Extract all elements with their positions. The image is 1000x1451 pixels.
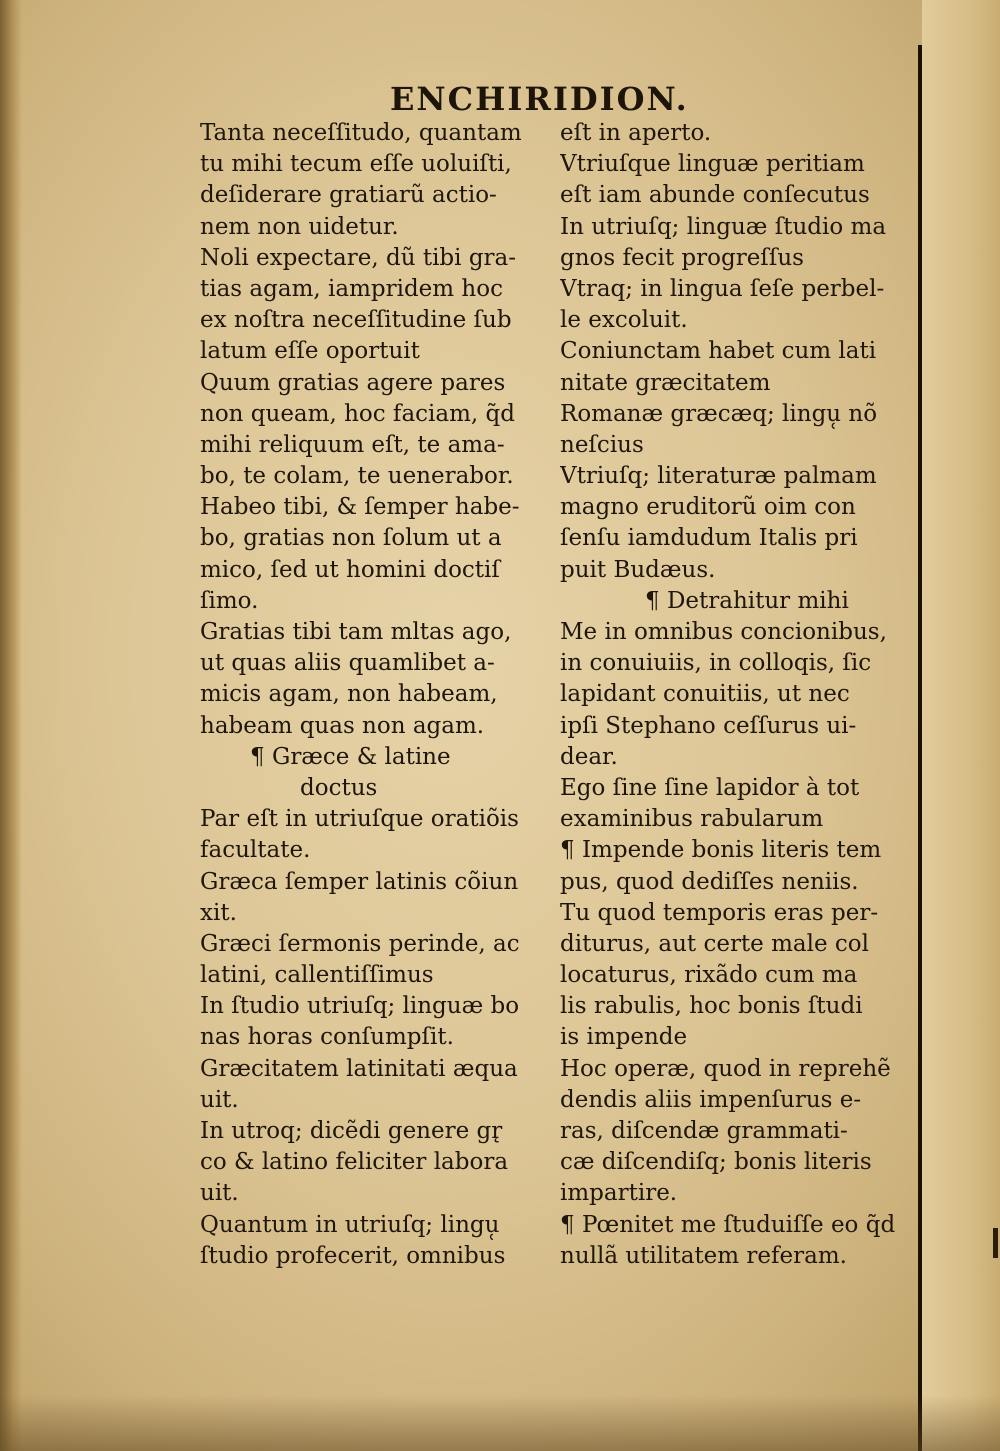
right-column-line: dendis aliis impenſurus e- [560, 1086, 862, 1113]
left-column-line: deſiderare gratiarũ actio- [200, 182, 497, 209]
right-column-line: ſenſu iamdudum Italis pri [560, 525, 858, 552]
left-column-line: Gratias tibi tam mltas ago, [200, 619, 512, 645]
left-column-line: uit. [200, 1086, 239, 1113]
left-column-line: xit. [200, 899, 237, 926]
right-column-line: ipſi Stephano ceſſurus ui- [560, 712, 857, 739]
left-column-line: In utroq; dicẽdi genere gr̨ [200, 1118, 503, 1144]
right-column-line: ¶ Impende bonis literis tem [560, 837, 882, 864]
left-column-line: Græcitatem latinitati æqua [200, 1055, 518, 1082]
edge-mark [993, 1228, 998, 1258]
right-column-line: nullã utilitatem referam. [560, 1242, 847, 1269]
right-column-line: examinibus rabularum [560, 806, 824, 833]
right-column-line: Hoc operæ, quod in reprehẽ [560, 1055, 891, 1082]
left-column-line: Noli expectare, dũ tibi gra- [200, 244, 517, 271]
left-column-line: facultate. [200, 837, 311, 864]
left-column-line: ſtudio profecerit, omnibus [200, 1242, 506, 1269]
right-column-line: nitate græcitatem [560, 369, 771, 396]
right-column-line: Vtriuſq; literaturæ palmam [560, 463, 877, 490]
right-column-line: magno eruditorũ oim con [560, 494, 856, 521]
right-column-line: Vtriuſque linguæ peritiam [560, 151, 865, 178]
right-column-line: Vtraq; in lingua ſeſe perbel- [560, 275, 885, 302]
left-column-line: tu mihi tecum eſſe uoluiſti, [200, 151, 512, 178]
right-column-line: lis rabulis, hoc bonis ſtudi [560, 993, 863, 1020]
right-column-line: ¶ Detrahitur mihi [645, 587, 849, 614]
right-column-line: Ego ſine ſine lapidor à tot [560, 774, 860, 801]
left-column-line: latini, callentiſſimus [200, 962, 434, 989]
right-column-line: ¶ Pœnitet me ſtuduiſſe eo q̃d [560, 1211, 896, 1238]
left-column-line: mihi reliquum eſt, te ama- [200, 431, 505, 458]
left-column-line: latum eſſe oportuit [200, 338, 420, 365]
left-column-line: ut quas aliis quamlibet a- [200, 650, 495, 677]
right-column-line: gnos fecit progreſſus [560, 244, 804, 271]
left-column-line: ex noſtra neceſſitudine ſub [200, 307, 512, 334]
right-column-line: dear. [560, 743, 618, 770]
right-column-line: puit Budæus. [560, 556, 716, 583]
left-column-line: bo, gratias non ſolum ut a [200, 525, 502, 552]
right-column-line: ras, diſcendæ grammati- [560, 1118, 848, 1144]
right-column-line: lapidant conuitiis, ut nec [560, 681, 850, 708]
right-column-line: locaturus, rixãdo cum ma [560, 962, 858, 989]
left-column-line: bo, te colam, te uenerabor. [200, 463, 514, 490]
right-text-column [560, 118, 918, 1272]
left-column-line: micis agam, non habeam, [200, 681, 498, 708]
right-column-line: Me in omnibus concionibus, [560, 619, 887, 645]
right-column-line: le excoluit. [560, 307, 688, 334]
right-column-line: cæ diſcendiſq; bonis literis [560, 1149, 872, 1176]
page-bottom-shadow [0, 1395, 1000, 1451]
right-column-line: in conuiuiis, in colloqis, ſic [560, 650, 872, 677]
left-column-line: ſimo. [200, 587, 259, 614]
page-gutter-shadow [0, 0, 22, 1451]
right-column-line: neſcius [560, 431, 644, 458]
left-column-line: Græca ſemper latinis cõiun [200, 868, 519, 895]
left-column-line: Tanta neceſſitudo, quantam [200, 120, 522, 146]
left-column-line: co & latino feliciter labora [200, 1149, 509, 1176]
left-column-line: nem non uidetur. [200, 213, 399, 240]
left-column-line: habeam quas non agam. [200, 712, 485, 739]
left-column-line: In ſtudio utriuſq; linguæ bo [200, 993, 520, 1020]
left-column-line: ¶ Græce & latine [250, 743, 451, 770]
right-column-line: is impende [560, 1024, 688, 1051]
right-column-line: impartire. [560, 1180, 678, 1207]
right-column-line: eſt iam abunde conſecutus [560, 182, 870, 209]
next-page-edge [922, 0, 1000, 1451]
left-column-line: Quantum in utriuſq; lingu̜ [200, 1211, 500, 1238]
right-column-line: Coniunctam habet cum lati [560, 338, 877, 365]
running-heading: ENCHIRIDION. [390, 80, 689, 118]
right-column-line: In utriuſq; linguæ ſtudio ma [560, 213, 887, 240]
left-column-line: Habeo tibi, & ſemper habe- [200, 494, 520, 521]
left-column-line: mico, ſed ut homini doctiſ [200, 556, 500, 583]
left-column-line: Græci ſermonis perinde, ac [200, 930, 520, 957]
left-column-line: Quum gratias agere pares [200, 369, 506, 396]
left-column-line: nas horas conſumpſit. [200, 1024, 454, 1051]
right-column-line: pus, quod dediſſes neniis. [560, 868, 859, 895]
left-column-line: doctus [300, 774, 378, 801]
left-column-line: tias agam, iampridem hoc [200, 275, 503, 302]
left-column-line: uit. [200, 1180, 239, 1207]
margin-rule [918, 45, 922, 1451]
right-column-line: diturus, aut certe male col [560, 930, 869, 957]
right-column-line: Tu quod temporis eras per- [560, 899, 879, 926]
right-column-line: eſt in aperto. [560, 120, 712, 146]
left-column-line: non queam, hoc faciam, q̃d [200, 400, 515, 427]
right-column-line: Romanæ græcæq; lingu̜ nõ [560, 400, 878, 427]
left-text-column [200, 118, 558, 1272]
left-column-line: Par eſt in utriuſque oratiõis [200, 806, 519, 833]
